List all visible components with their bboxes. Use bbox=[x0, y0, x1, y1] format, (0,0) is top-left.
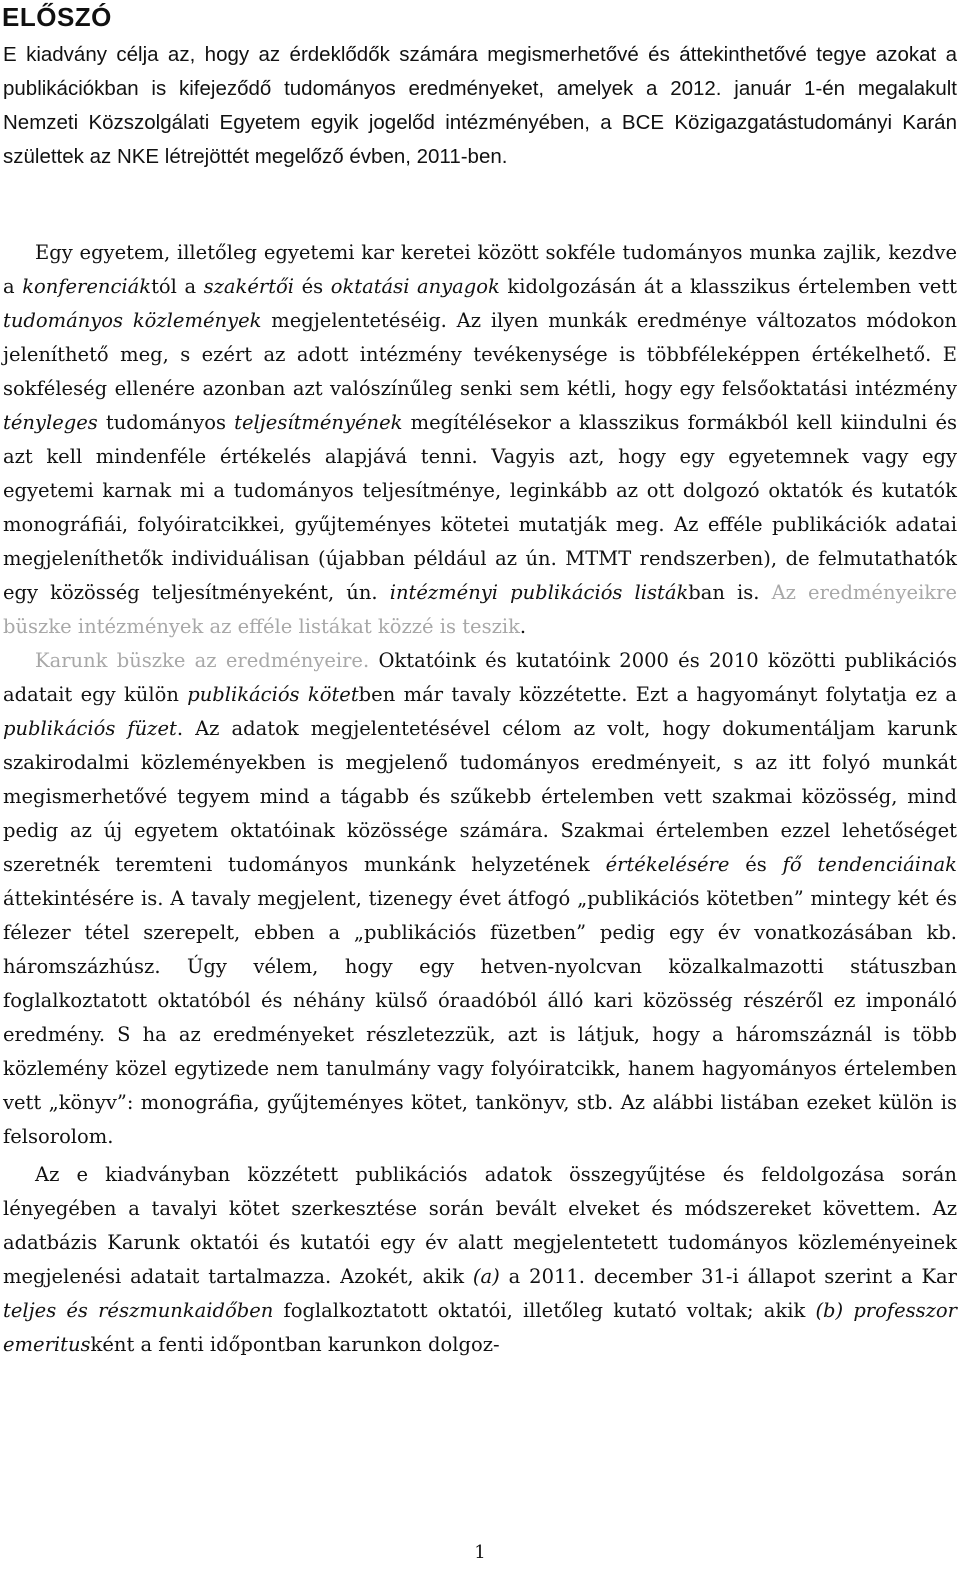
p2-faded-text: Az eredményeikre büszke intézmények az efféle listákat közzé is teszik bbox=[3, 581, 957, 638]
p2-text-6: tudományos bbox=[97, 411, 235, 434]
p2-text-2: tól a bbox=[151, 275, 204, 298]
p4-text-3: foglalkoztatott oktatói, illetőleg kutató voltak; akik bbox=[273, 1299, 816, 1322]
p3-italic-3: értékelésére bbox=[605, 853, 730, 876]
p4-italic-2: teljes és részmunkaidőben bbox=[3, 1299, 274, 1322]
p2-text-1: Egy egyetem, illetőleg egyetemi kar keretei között sokféle tudományos munka zajlik, kezdve a bbox=[3, 241, 957, 298]
p3-faded-text: Karunk büszke az eredményeire. bbox=[35, 649, 370, 672]
p2-text-5: megjelentetéséig. Az ilyen munkák eredménye változatos módokon jeleníthető meg, s ezért az adott intézmény tevékenysége is többféleképpen értékelhető. E sokféleség ellenére azonban azt valószínűleg senki sem kétli, hogy egy felsőoktatási intézmény bbox=[3, 309, 957, 400]
p3-text-4: és bbox=[729, 853, 783, 876]
p4-text-2: a 2011. december 31-i állapot szerint a Kar bbox=[499, 1265, 957, 1288]
paragraph-2 bbox=[3, 236, 957, 644]
p2-italic-6: teljesítményének bbox=[234, 411, 403, 434]
body-text bbox=[3, 236, 957, 1362]
p2-text-3: és bbox=[294, 275, 331, 298]
p3-text-5: áttekintésére is. A tavaly megjelent, tizenegy évet átfogó „publikációs kötetben” mintegy két és félezer tétel szerepelt, ebben a „publikációs füzetben” pedig egy év vonatkozásában kb. háromszázhúsz. Úgy vélem, hogy egy hetven-nyolcvan közalkalmazotti státuszban foglalkoztatott oktatóból és néhány külső óraadóból álló kari közösség részéről ez imponáló eredmény. S ha az eredményeket részletezzük, azt is látjuk, hogy a háromszáznál is több közlemény közel egytizede nem tanulmány vagy folyóiratcikk, hanem hagyományos értelemben vett „könyv”: monográfia, gyűjteményes kötet, tankönyv, stb. Az alábbi listában ezeket külön is felsorolom. bbox=[3, 887, 957, 1148]
p3-italic-2: publikációs füzet bbox=[3, 717, 177, 740]
p3-italic-1: publikációs kötet bbox=[187, 683, 359, 706]
p2-italic-7: intézményi publikációs listák bbox=[389, 581, 689, 604]
p2-text-9: . bbox=[519, 615, 527, 638]
paragraph-3 bbox=[3, 644, 957, 1154]
paragraph-4 bbox=[3, 1158, 957, 1362]
p4-italic-1: (a) bbox=[472, 1265, 500, 1288]
p3-text-3: . Az adatok megjelentetésével célom az volt, hogy dokumentáljam karunk szakirodalmi közleményekben is megjelenő tudományos eredményeit, s az itt folyó munkát megismerhetővé tegyem mind a tágabb és szűkebb értelemben vett szakmai közösség, mind pedig az új egyetem oktatóinak közössége számára. Szakmai értelemben ezzel lehetőséget szeretnék teremteni tudományos munkánk helyzetének bbox=[3, 717, 958, 876]
p2-italic-3: oktatási anyagok bbox=[330, 275, 500, 298]
p4-italic-3: (b) professzor emeritus bbox=[3, 1299, 957, 1356]
p4-text-4: ként a fenti időpontban karunkon dolgoz- bbox=[90, 1333, 500, 1356]
p3-italic-4: fő tendenciáinak bbox=[782, 853, 957, 876]
p2-italic-4: tudományos közlemények bbox=[3, 309, 262, 332]
page-title: ELŐSZÓ bbox=[2, 2, 112, 32]
p2-text-4: kidolgozásán át a klasszikus értelemben vett bbox=[499, 275, 957, 298]
page-number: 1 bbox=[474, 1542, 486, 1563]
p4-text-1: Az e kiadványban közzétett publikációs adatok összegyűjtése és feldolgozása során lényegében a tavalyi kötet szerkesztése során bevált elveket és módszereket követtem. Az adatbázis Karunk oktatói és kutatói egy év alatt megjelentetett tudományos közleményeinek megjelenési adatait tartalmazza. Azokét, akik bbox=[3, 1163, 957, 1288]
p2-italic-5: tényleges bbox=[3, 411, 98, 434]
p3-text-1: Oktatóink és kutatóink 2000 és 2010 közötti publikációs adatait egy külön bbox=[3, 649, 957, 706]
p2-italic-1: konferenciák bbox=[22, 275, 152, 298]
p2-text-8: ban is. bbox=[688, 581, 772, 604]
intro-paragraph: E kiadvány célja az, hogy az érdeklődők számára megismerhetővé és áttekinthetővé tegye azokat a publikációkban is kifejeződő tudományos eredményeket, amelyek a 2012. január 1-én megalakult Nemzeti Közszolgálati Egyetem egyik jogelőd intézményében, a BCE Közigazgatástudományi Karán születtek az NKE létrejöttét megelőző évben, 2011-ben. bbox=[3, 43, 957, 168]
p3-text-2: ben már tavaly közzétette. Ezt a hagyományt folytatja ez a bbox=[358, 683, 957, 706]
p2-text-7: megítélésekor a klasszikus formákból kell kiindulni és azt kell mindenféle értékelés alapjává tenni. Vagyis azt, hogy egy egyetemnek vagy egy egyetemi karnak mi a tudományos teljesítménye, leginkább az ott dolgozó oktatók és kutatók monográfiái, folyóiratcikkei, gyűjteményes kötetei mutatják meg. Az efféle publikációk adatai megjeleníthetők individuálisan (újabban például az ún. MTMT rendszerben), de felmutathatók egy közösség teljesítményeként, ún. bbox=[3, 411, 957, 604]
p2-italic-2: szakértői bbox=[203, 275, 295, 298]
